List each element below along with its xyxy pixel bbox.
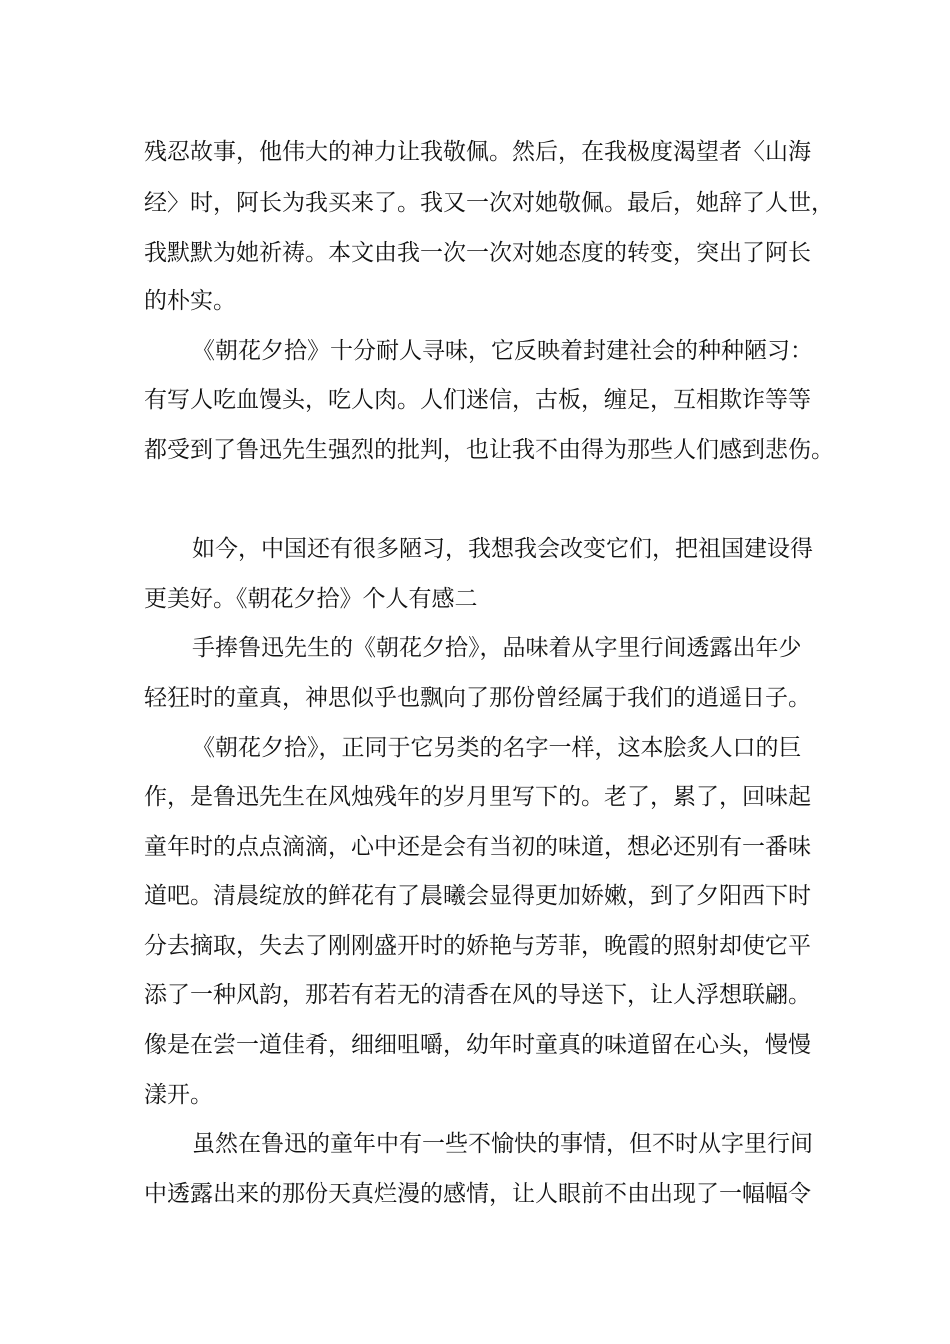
text-line: 道吧。清晨绽放的鲜花有了晨曦会显得更加娇嫩，到了夕阳西下时 — [144, 883, 811, 909]
text-line: 添了一种风韵，那若有若无的清香在风的导送下，让人浮想联翩。 — [144, 982, 811, 1008]
text-line: 像是在尝一道佳肴，细细咀嚼，幼年时童真的味道留在心头，慢慢 — [144, 1032, 811, 1058]
text-line: 都受到了鲁迅先生强烈的批判，也让我不由得为那些人们感到悲伤。 — [144, 437, 834, 463]
text-line: 轻狂时的童真，神思似乎也飘向了那份曾经属于我们的逍遥日子。 — [144, 685, 811, 711]
text-line: 的朴实。 — [144, 288, 236, 314]
text-line: 童年时的点点滴滴，心中还是会有当初的味道，想必还别有一番味 — [144, 834, 811, 860]
text-line: 手捧鲁迅先生的《朝花夕拾》，品味着从字里行间透露出年少 — [192, 635, 802, 661]
text-line: 经〉时，阿长为我买来了。我又一次对她敬佩。最后，她辞了人世， — [144, 190, 834, 216]
text-line: 虽然在鲁迅的童年中有一些不愉快的事情，但不时从字里行间 — [192, 1131, 813, 1157]
text-line: 更美好。《朝花夕拾》个人有感二 — [144, 586, 478, 612]
text-line: 《朝花夕拾》，正同于它另类的名字一样，这本脍炙人口的巨 — [192, 735, 802, 761]
text-line: 中透露出来的那份天真烂漫的感情，让人眼前不由出现了一幅幅令 — [144, 1181, 811, 1207]
text-line: 作，是鲁迅先生在风烛残年的岁月里写下的。老了，累了，回味起 — [144, 784, 811, 810]
text-line: 残忍故事，他伟大的神力让我敬佩。然后，在我极度渴望者〈山海 — [144, 139, 811, 165]
text-line: 我默默为她祈祷。本文由我一次一次对她态度的转变，突出了阿长 — [144, 240, 811, 266]
text-line: 如今，中国还有很多陋习，我想我会改变它们，把祖国建设得 — [192, 536, 813, 562]
text-line: 漾开。 — [144, 1082, 213, 1108]
text-line: 有写人吃血馒头，吃人肉。人们迷信，古板，缠足，互相欺诈等等 — [144, 387, 811, 413]
text-line: 《朝花夕拾》十分耐人寻味，它反映着封建社会的种种陋习： — [192, 338, 813, 364]
text-line: 分去摘取，失去了刚刚盛开时的娇艳与芳菲，晚霞的照射却使它平 — [144, 933, 811, 959]
